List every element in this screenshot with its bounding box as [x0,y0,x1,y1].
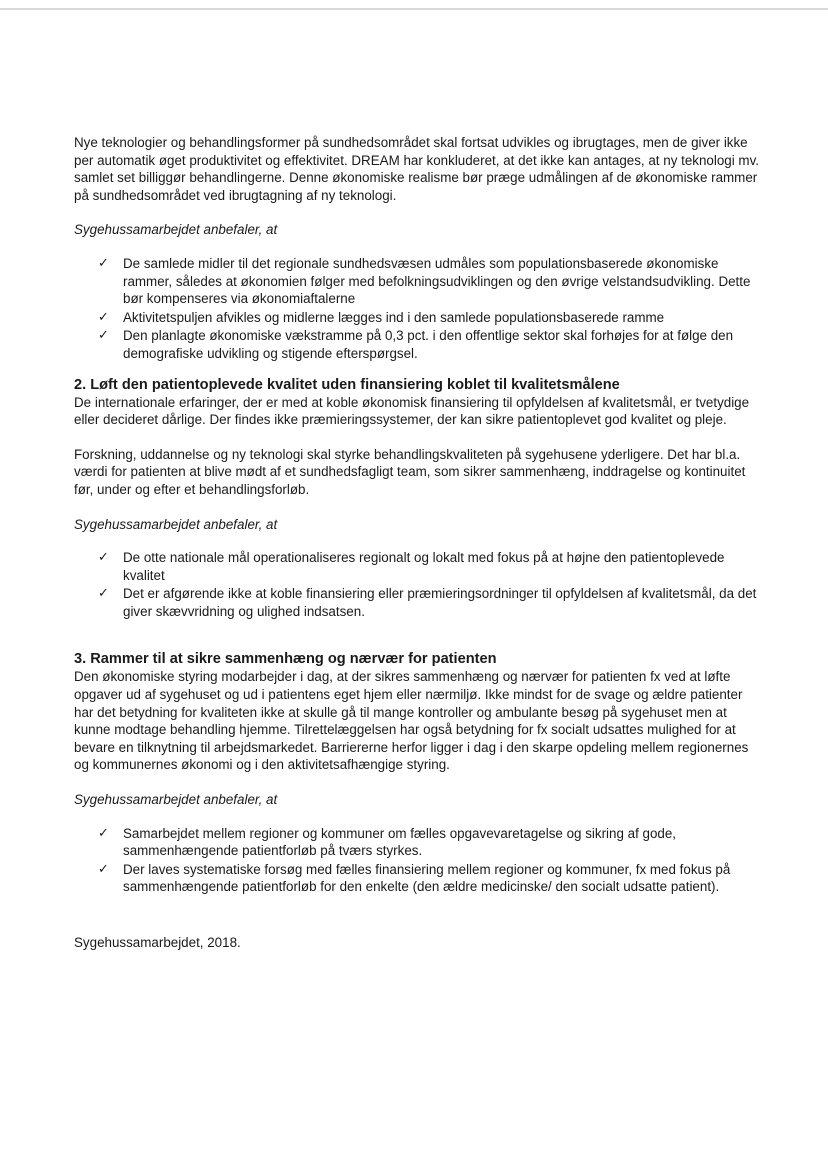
section3-recommendations [74,825,764,896]
document-page [74,134,764,952]
section2-recommend-label: Sygehussamarbejdet anbefaler, at [74,516,278,532]
list-item-text: Den planlagte økonomiske vækstramme på 0,3 pct. i den offentlige sektor skal forhøjes for at følge den demografiske udvikling og stigende efterspørgsel. [123,328,734,361]
list-item [98,825,764,860]
checkmark-icon: ✓ [98,309,109,325]
section3-paragraph-1: Den økonomiske styring modarbejder i dag, at der sikres sammenhæng og nærvær for patienten fx ved at løfte opgaver ud af sygehuset og ud i patientens eget hjem eller nærmiljø. Ikke mindst for de svage og ældre patienter har det betydning for kvaliteten ikke at skulle gå til mange kontroller og ambulante besøg på sygehuset men at kunne modtage behandling hjemme. Tilrettelæggelsen har også betydning for fx socialt udsattes mulighed for at bevare en tilknytning til arbejdsmarkedet. Barriererne herfor ligger i dag i den skarpe opdeling mellem regionernes og kommunernes økonomi og i den aktivitetsafhængige styring. [74,669,749,773]
list-item-text: Samarbejdet mellem regioner og kommuner om fælles opgavevaretagelse og sikring af gode, sammenhængende patientforløb på tværs styrkes. [123,825,677,859]
list-item-text: Aktivitetspuljen afvikles og midlerne lægges ind i den samlede populationsbaserede ramme [123,309,665,325]
section1-recommend-label: Sygehussamarbejdet anbefaler, at [74,222,278,238]
section2-paragraph-2: Forskning, uddannelse og ny teknologi skal styrke behandlingskvaliteten på sygehusene yderligere. Det har bl.a. værdi for patienten at blive mødt af et sundhedsfagligt team, som sikrer sammenhæng, inddragelse og kontinuitet før, under og efter et behandlingsforløb. [74,446,746,497]
list-item-text: De samlede midler til det regionale sundhedsvæsen udmåles som populationsbaserede økonomiske rammer, således at økonomien følger med befolkningsudviklingen og den øvrige velstandsudvikling. Dette bør kompenseres via økonomiaftalerne [123,255,751,307]
page-top-border [0,8,828,10]
list-item [98,255,764,308]
section1-intro: Nye teknologier og behandlingsformer på sundhedsområdet skal fortsat udvikles og ibrugtages, men de giver ikke per automatik øget produktivitet og effektivitet. DREAM har konkluderet, at det ikke kan antages, at ny teknologi mv. samlet set billiggør behandlingerne. Denne økonomiske realisme bør præge udmålingen af de økonomiske rammer på sundhedsområdet ved ibrugtagning af ny teknologi. [74,135,760,203]
section2-paragraph-1: De internationale erfaringer, der er med at koble økonomisk finansiering til opfyldelsen af kvalitetsmål, er tvetydige eller decideret dårlige. Der findes ikke præmieringssystemer, der kan sikre patientoplevet god kvalitet og pleje. [74,394,750,428]
section3-heading: 3. Rammer til at sikre sammenhæng og nærvær for patienten [74,651,497,668]
list-item-text: De otte nationale mål operationaliseres regionalt og lokalt med fokus på at højne den patientoplevede kvalitet [123,550,725,583]
document-footer: Sygehussamarbejdet, 2018. [74,935,241,950]
section1-recommendations [74,255,764,363]
checkmark-icon: ✓ [98,861,109,877]
list-item [98,585,764,620]
list-item [98,549,764,584]
checkmark-icon: ✓ [98,825,109,841]
list-item [98,309,764,327]
section3-recommend-label: Sygehussamarbejdet anbefaler, at [74,792,278,808]
section2-heading: 2. Løft den patientoplevede kvalitet uden finansiering koblet til kvalitetsmålene [74,376,620,393]
list-item [98,327,764,362]
checkmark-icon: ✓ [98,550,109,566]
list-item-text: Det er afgørende ikke at koble finansiering eller præmieringsordninger til opfyldelsen af kvalitetsmål, da det giver skævvridning og ulighed indsatsen. [123,586,757,619]
checkmark-icon: ✓ [98,255,109,271]
list-item [98,861,764,896]
checkmark-icon: ✓ [98,586,109,602]
list-item-text: Der laves systematiske forsøg med fælles finansiering mellem regioner og kommuner, fx med fokus på sammenhængende patientforløb for den enkelte (den ældre medicinske/ den socialt udsatte patient). [123,861,731,895]
checkmark-icon: ✓ [98,328,109,344]
section2-recommendations [74,549,764,620]
